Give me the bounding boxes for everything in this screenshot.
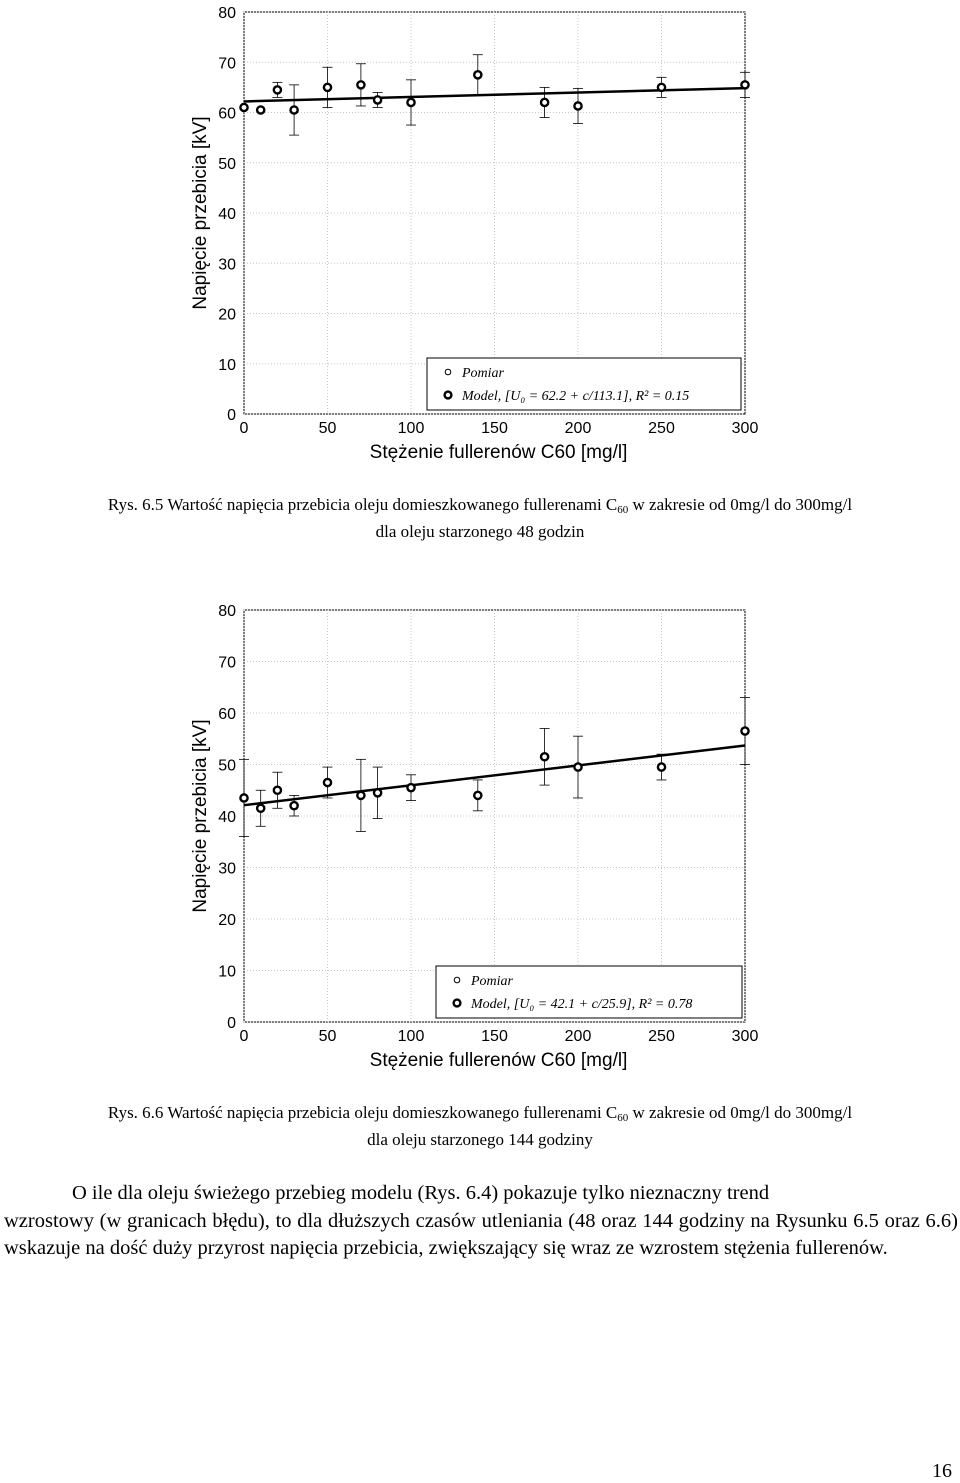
data-point (574, 763, 581, 770)
data-point (658, 763, 665, 770)
data-point (474, 71, 481, 78)
data-point (291, 802, 298, 809)
data-point (541, 99, 548, 106)
legend-label-model: Model, [U₀ = 62.2 + c/113.1], R² = 0.15 (462, 389, 690, 404)
chart-2 (0, 600, 960, 1090)
x-axis-label: Stężenie fullerenów C60 [mg/l] (369, 1050, 628, 1071)
data-point (357, 81, 364, 88)
data-point (257, 805, 264, 812)
data-point (240, 794, 247, 801)
x-tick-label: 50 (318, 1028, 337, 1045)
x-tick-label: 200 (564, 420, 592, 437)
y-tick-label: 0 (227, 1015, 236, 1032)
figure-1 (0, 0, 960, 470)
figure-2 (0, 600, 960, 1090)
data-point (474, 792, 481, 799)
page-number: 16 (932, 1460, 952, 1482)
x-tick-label: 100 (397, 1028, 425, 1045)
paragraph-rest: wzrostowy (w granicach błędu), to dla dłuższych czasów utleniania (48 oraz 144 godziny na Rysunku 6.5 oraz 6.6) wskazuje na dość duży przyrost napięcia przebicia, zwiększający się wraz ze wzrostem stężenia fullerenów. (4, 1209, 958, 1259)
y-tick-label: 10 (218, 356, 236, 374)
x-tick-label: 250 (648, 420, 675, 437)
y-tick-label: 20 (218, 306, 236, 324)
paragraph-line-1: O ile dla oleju świeżego przebieg modelu (Rys. 6.4) pokazuje tylko nieznaczny trend (72, 1182, 770, 1204)
x-axis-label: Stężenie fullerenów C60 [mg/l] (369, 442, 628, 463)
x-tick-label: 300 (731, 420, 759, 437)
data-point (574, 102, 581, 109)
y-tick-label: 50 (218, 757, 236, 775)
y-tick-label: 70 (218, 654, 236, 672)
data-point (357, 792, 364, 799)
y-tick-label: 30 (218, 256, 236, 274)
y-tick-label: 50 (218, 155, 236, 173)
y-axis-label: Napięcie przebicia [kV] (190, 719, 211, 913)
y-tick-label: 40 (218, 206, 236, 223)
y-tick-label: 60 (218, 706, 236, 723)
data-point (374, 789, 381, 796)
y-tick-label: 0 (227, 407, 236, 424)
data-point (324, 84, 331, 91)
caption-2-sub: 60 (617, 1112, 629, 1124)
caption-2-prefix: Rys. 6.6 Wartość napięcia przebicia oleju domieszkowanego fullerenami C (107, 1103, 618, 1122)
data-point (407, 784, 414, 791)
legend-label-measure: Pomiar (462, 366, 504, 381)
caption-2-suffix: w zakresie od 0mg/l do 300mg/l (628, 1103, 853, 1122)
data-point (240, 104, 247, 111)
x-tick-label: 50 (318, 420, 337, 437)
data-point (274, 787, 281, 794)
x-tick-label: 150 (481, 420, 508, 437)
x-tick-label: 300 (731, 1028, 759, 1045)
x-tick-label: 0 (239, 420, 249, 437)
body-paragraph (4, 1180, 958, 1263)
x-tick-label: 100 (397, 420, 425, 437)
figure-1-caption (14, 494, 946, 543)
caption-1-sub: 60 (617, 504, 629, 516)
y-tick-label: 30 (218, 860, 236, 878)
legend-marker-measure (445, 369, 451, 375)
x-tick-label: 200 (564, 1028, 592, 1045)
y-axis-label: Napięcie przebicia [kV] (190, 116, 211, 310)
y-tick-label: 80 (218, 603, 236, 620)
data-point (274, 86, 281, 93)
data-point (324, 779, 331, 786)
data-point (407, 99, 414, 106)
y-tick-label: 20 (218, 912, 236, 929)
data-point (257, 106, 264, 113)
y-tick-label: 10 (218, 963, 236, 981)
y-tick-label: 70 (218, 55, 236, 73)
y-tick-label: 40 (218, 809, 236, 826)
legend-label-model: Model, [U₀ = 42.1 + c/25.9], R² = 0.78 (471, 997, 693, 1012)
y-tick-label: 60 (218, 105, 236, 123)
data-point (291, 106, 298, 113)
caption-1-suffix: w zakresie od 0mg/l do 300mg/l (628, 495, 853, 514)
data-point (741, 81, 748, 88)
data-point (374, 96, 381, 103)
x-tick-label: 250 (648, 1028, 675, 1045)
legend-marker-model (445, 392, 452, 399)
figure-2-caption (14, 1102, 946, 1151)
data-point (741, 727, 748, 734)
caption-1-line2: dla oleju starzonego 48 godzin (375, 522, 585, 541)
caption-2-line2: dla oleju starzonego 144 godziny (367, 1130, 593, 1149)
caption-1-prefix: Rys. 6.5 Wartość napięcia przebicia oleju domieszkowanego fullerenami C (107, 495, 618, 514)
legend-marker-model (454, 1000, 461, 1007)
chart-1 (0, 0, 960, 470)
y-tick-label: 80 (218, 5, 236, 22)
legend-label-measure: Pomiar (471, 974, 513, 989)
data-point (541, 753, 548, 760)
x-tick-label: 0 (239, 1028, 249, 1045)
legend-marker-measure (454, 977, 460, 983)
data-point (658, 84, 665, 91)
x-tick-label: 150 (481, 1028, 508, 1045)
